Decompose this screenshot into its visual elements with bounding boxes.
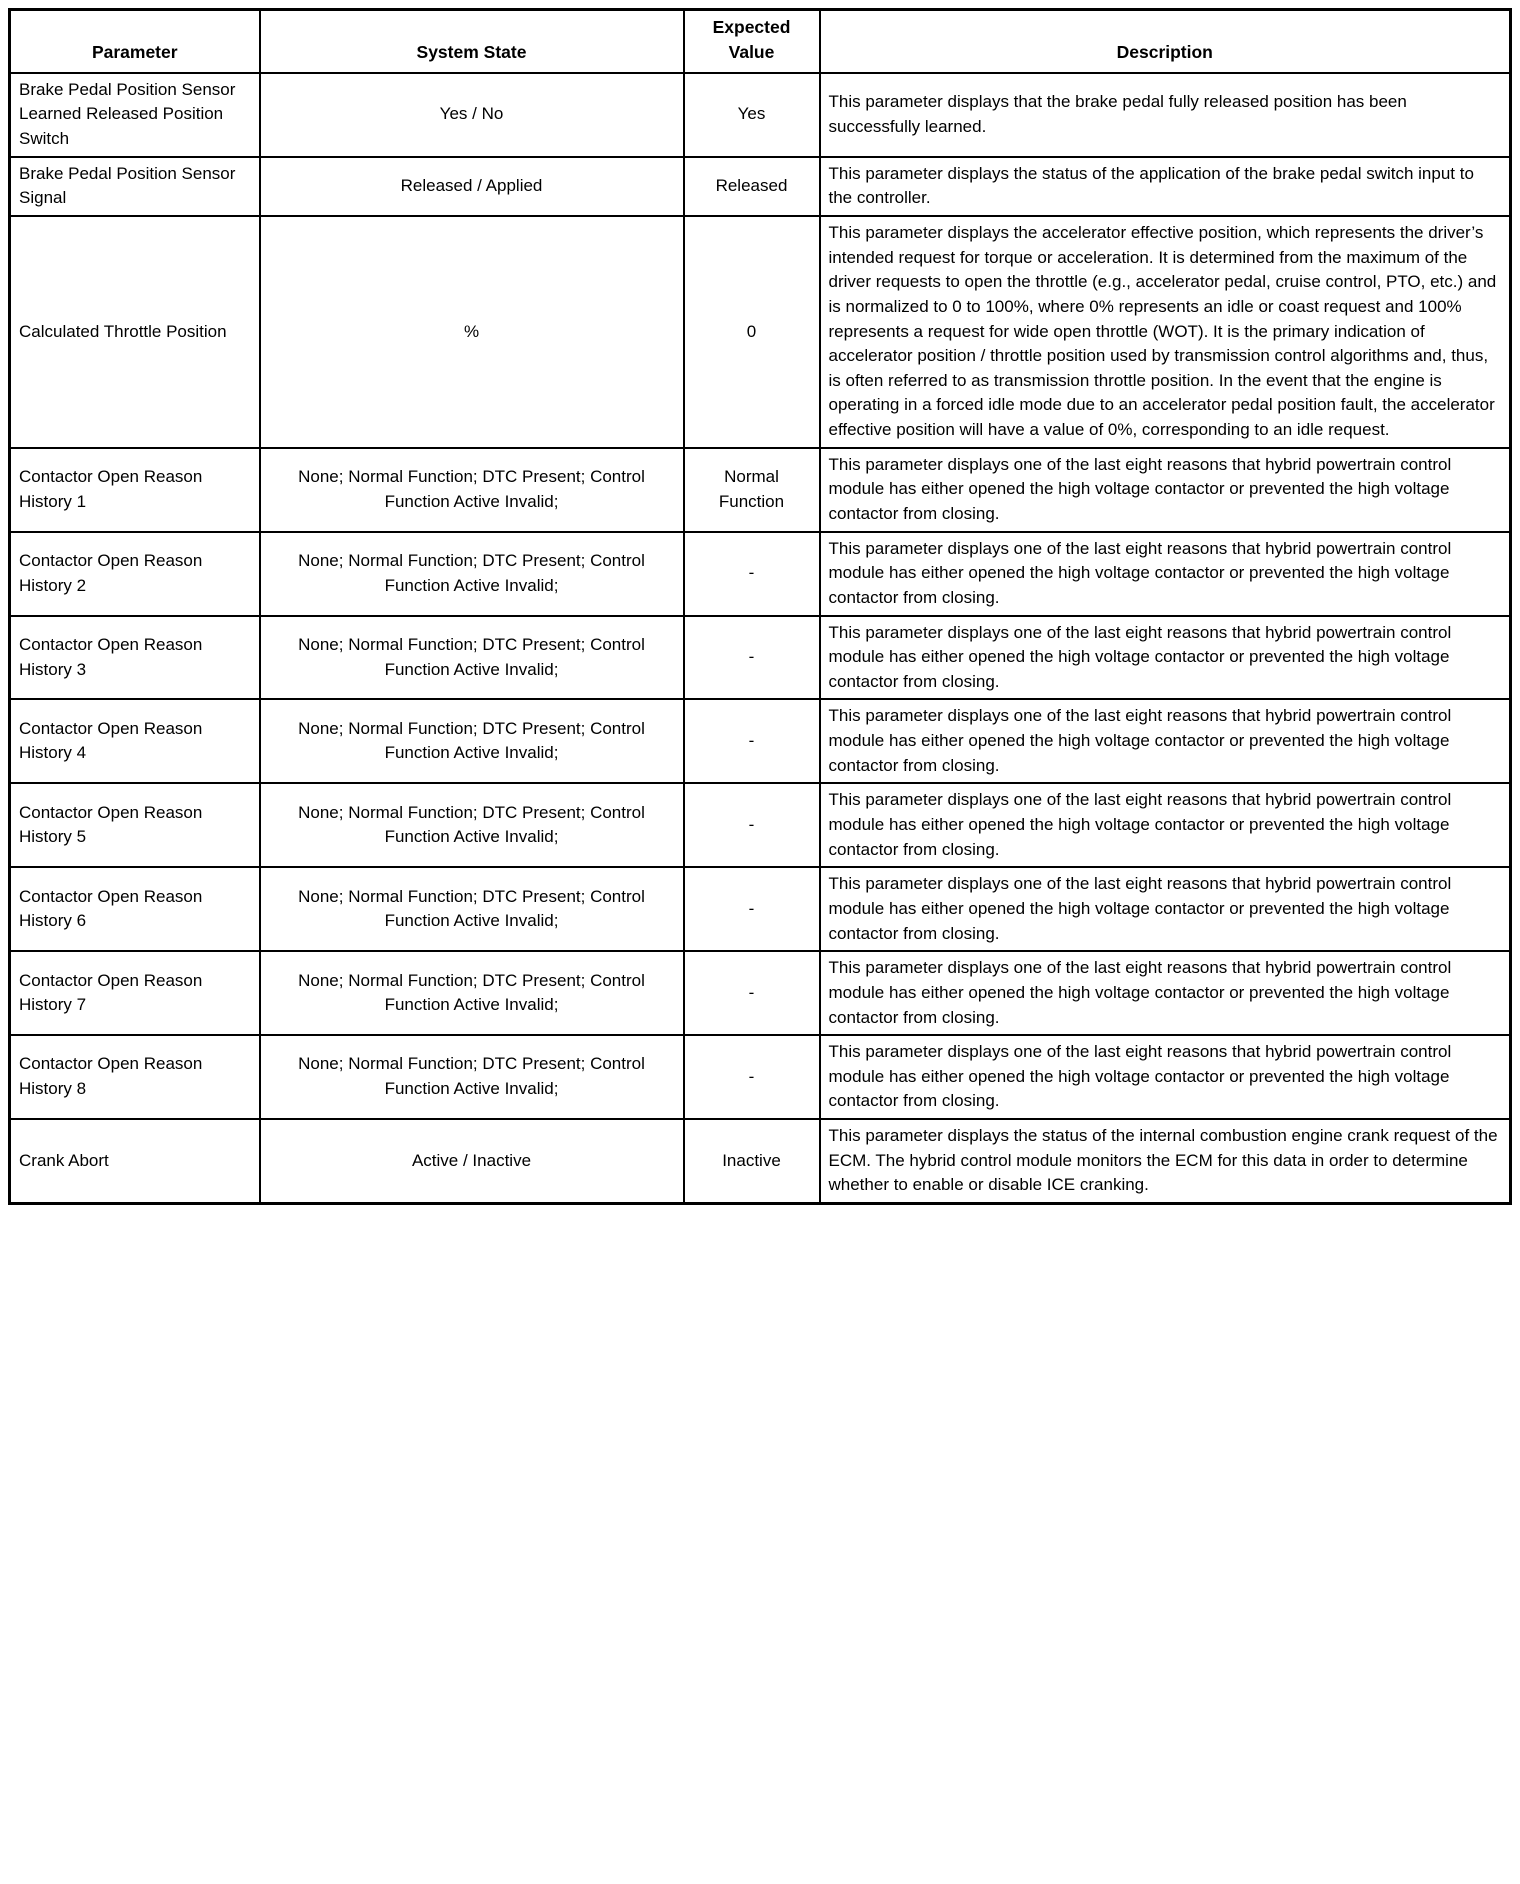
expected-value-cell: - — [684, 867, 820, 951]
system-state-cell: None; Normal Function; DTC Present; Control Function Active Invalid; — [260, 867, 684, 951]
parameter-cell: Contactor Open Reason History 5 — [10, 783, 260, 867]
system-state-cell: % — [260, 216, 684, 448]
expected-value-cell: - — [684, 783, 820, 867]
parameter-cell: Contactor Open Reason History 7 — [10, 951, 260, 1035]
table-row — [10, 616, 1511, 700]
table-header-row — [10, 10, 1511, 73]
parameters-table — [8, 8, 1512, 1205]
description-cell: This parameter displays one of the last eight reasons that hybrid powertrain control module has either opened the high voltage contactor or prevented the high voltage contactor from closing. — [820, 867, 1511, 951]
header-parameter: Parameter — [10, 10, 260, 73]
header-expected-value: Expected Value — [684, 10, 820, 73]
table-row — [10, 867, 1511, 951]
parameter-cell: Contactor Open Reason History 4 — [10, 699, 260, 783]
table-row — [10, 1119, 1511, 1203]
parameter-cell: Contactor Open Reason History 3 — [10, 616, 260, 700]
expected-value-cell: - — [684, 532, 820, 616]
table-row — [10, 699, 1511, 783]
table-row — [10, 216, 1511, 448]
table-row — [10, 448, 1511, 532]
description-cell: This parameter displays one of the last eight reasons that hybrid powertrain control module has either opened the high voltage contactor or prevented the high voltage contactor from closing. — [820, 448, 1511, 532]
expected-value-cell: 0 — [684, 216, 820, 448]
system-state-cell: None; Normal Function; DTC Present; Control Function Active Invalid; — [260, 951, 684, 1035]
system-state-cell: None; Normal Function; DTC Present; Control Function Active Invalid; — [260, 448, 684, 532]
expected-value-cell: - — [684, 699, 820, 783]
table-row — [10, 73, 1511, 157]
expected-value-cell: - — [684, 616, 820, 700]
system-state-cell: None; Normal Function; DTC Present; Control Function Active Invalid; — [260, 699, 684, 783]
parameter-cell: Contactor Open Reason History 6 — [10, 867, 260, 951]
expected-value-cell: - — [684, 951, 820, 1035]
description-cell: This parameter displays one of the last eight reasons that hybrid powertrain control module has either opened the high voltage contactor or prevented the high voltage contactor from closing. — [820, 532, 1511, 616]
parameter-cell: Brake Pedal Position Sensor Signal — [10, 157, 260, 216]
system-state-cell: Active / Inactive — [260, 1119, 684, 1203]
description-cell: This parameter displays one of the last eight reasons that hybrid powertrain control module has either opened the high voltage contactor or prevented the high voltage contactor from closing. — [820, 616, 1511, 700]
description-cell: This parameter displays one of the last eight reasons that hybrid powertrain control module has either opened the high voltage contactor or prevented the high voltage contactor from closing. — [820, 699, 1511, 783]
table-row — [10, 1035, 1511, 1119]
system-state-cell: Released / Applied — [260, 157, 684, 216]
description-cell: This parameter displays the status of the application of the brake pedal switch input to the controller. — [820, 157, 1511, 216]
parameter-cell: Calculated Throttle Position — [10, 216, 260, 448]
table-row — [10, 951, 1511, 1035]
description-cell: This parameter displays that the brake pedal fully released position has been successfully learned. — [820, 73, 1511, 157]
header-description: Description — [820, 10, 1511, 73]
parameter-cell: Crank Abort — [10, 1119, 260, 1203]
expected-value-cell: Yes — [684, 73, 820, 157]
expected-value-cell: Normal Function — [684, 448, 820, 532]
system-state-cell: None; Normal Function; DTC Present; Control Function Active Invalid; — [260, 532, 684, 616]
parameter-cell: Contactor Open Reason History 1 — [10, 448, 260, 532]
system-state-cell: None; Normal Function; DTC Present; Control Function Active Invalid; — [260, 1035, 684, 1119]
description-cell: This parameter displays one of the last eight reasons that hybrid powertrain control module has either opened the high voltage contactor or prevented the high voltage contactor from closing. — [820, 951, 1511, 1035]
expected-value-cell: Inactive — [684, 1119, 820, 1203]
description-cell: This parameter displays one of the last eight reasons that hybrid powertrain control module has either opened the high voltage contactor or prevented the high voltage contactor from closing. — [820, 1035, 1511, 1119]
parameter-cell: Contactor Open Reason History 2 — [10, 532, 260, 616]
table-row — [10, 532, 1511, 616]
system-state-cell: None; Normal Function; DTC Present; Control Function Active Invalid; — [260, 783, 684, 867]
expected-value-cell: Released — [684, 157, 820, 216]
expected-value-cell: - — [684, 1035, 820, 1119]
table-row — [10, 783, 1511, 867]
description-cell: This parameter displays the accelerator effective position, which represents the driver’s intended request for torque or acceleration. It is determined from the maximum of the driver requests to open the throttle (e.g., accelerator pedal, cruise control, PTO, etc.) and is normalized to 0 to 100%, where 0% represents an idle or coast request and 100% represents a request for wide open throttle (WOT). It is the primary indication of accelerator position / throttle position used by transmission control algorithms and, thus, is often referred to as transmission throttle position. In the event that the engine is operating in a forced idle mode due to an accelerator pedal position fault, the accelerator effective position will have a value of 0%, corresponding to an idle request. — [820, 216, 1511, 448]
header-system-state: System State — [260, 10, 684, 73]
parameter-cell: Brake Pedal Position Sensor Learned Released Position Switch — [10, 73, 260, 157]
parameter-cell: Contactor Open Reason History 8 — [10, 1035, 260, 1119]
description-cell: This parameter displays one of the last eight reasons that hybrid powertrain control module has either opened the high voltage contactor or prevented the high voltage contactor from closing. — [820, 783, 1511, 867]
system-state-cell: None; Normal Function; DTC Present; Control Function Active Invalid; — [260, 616, 684, 700]
system-state-cell: Yes / No — [260, 73, 684, 157]
table-row — [10, 157, 1511, 216]
description-cell: This parameter displays the status of the internal combustion engine crank request of the ECM. The hybrid control module monitors the ECM for this data in order to determine whether to enable or disable ICE cranking. — [820, 1119, 1511, 1203]
